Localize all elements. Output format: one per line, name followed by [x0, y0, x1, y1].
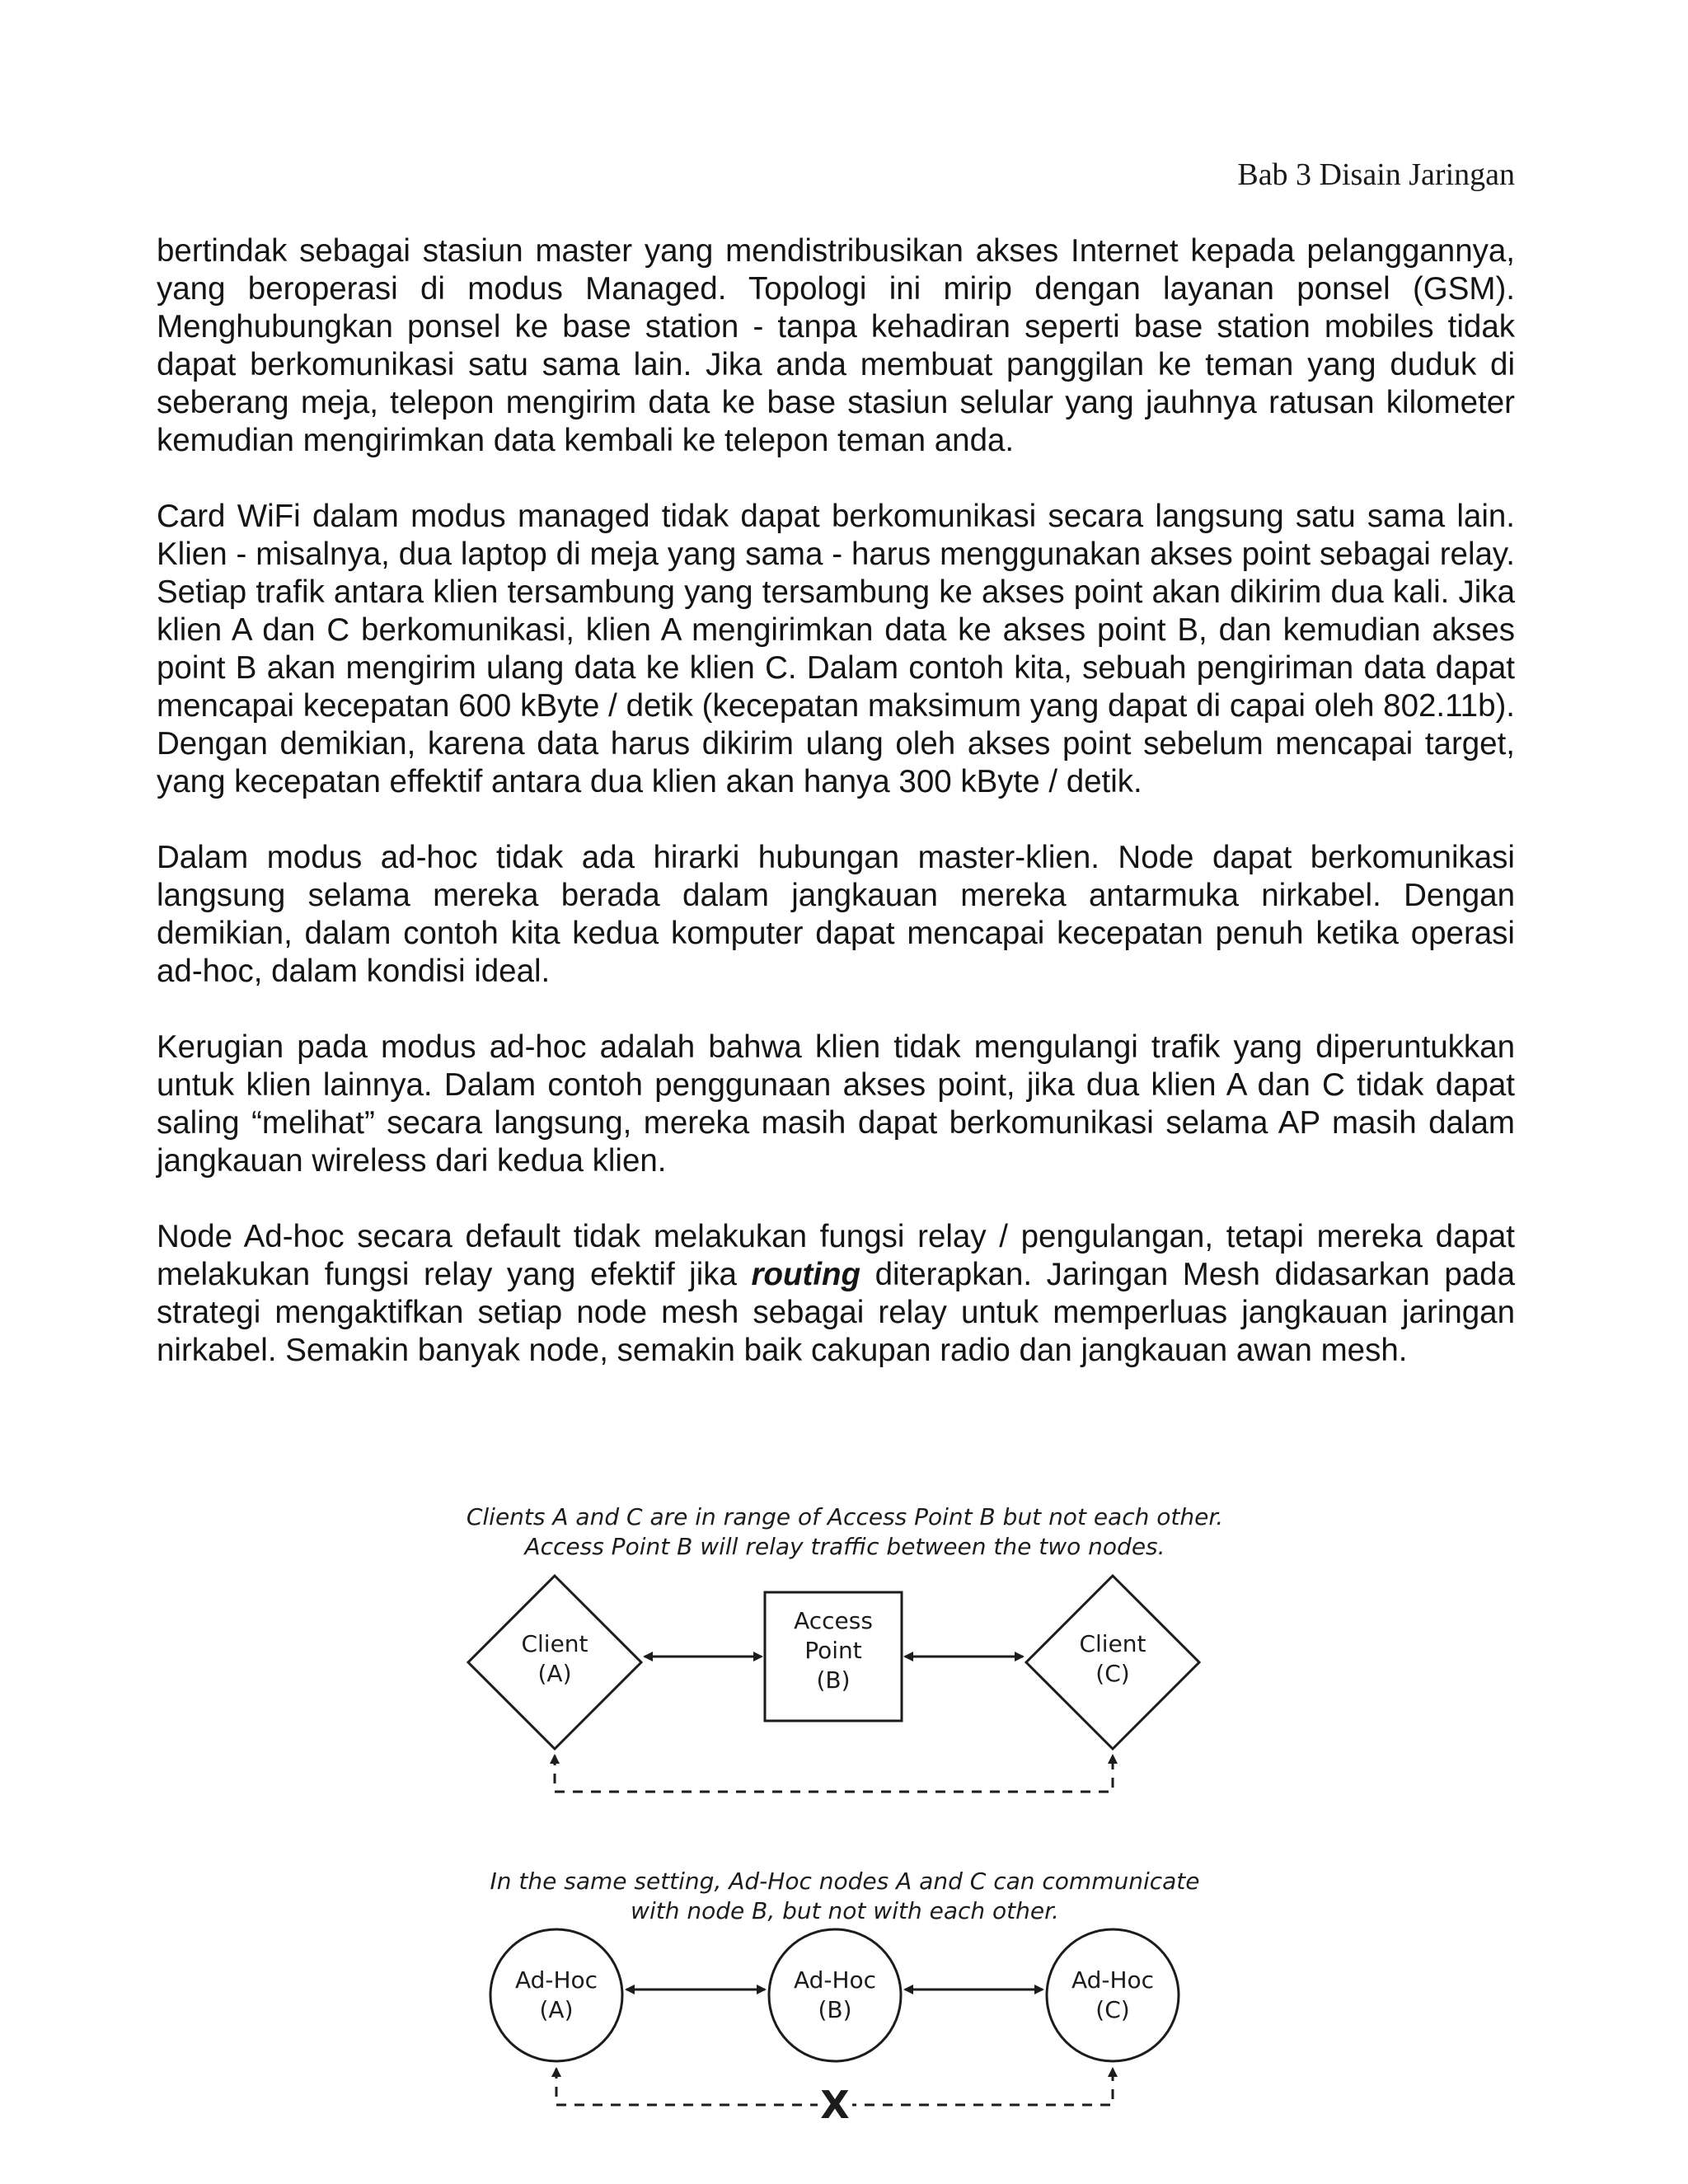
running-header: Bab 3 Disain Jaringan	[1237, 157, 1515, 192]
no-link-x-mark: X	[820, 2083, 850, 2127]
access-point-label: Access	[794, 1607, 873, 1634]
bottom-caption-line-2: with node B, but not with each other.	[631, 1897, 1059, 1924]
paragraph-4: Kerugian pada modus ad-hoc adalah bahwa klien tidak mengulangi trafik yang diperuntukkan untuk klien lainnya. Dalam contoh penggunaan akses point, jika dua klien A dan C tidak dapat saling “melihat” secara langsung, mereka masih dapat berkomunikasi selama AP masih dalam jangkauan wireless dari kedua klien.	[157, 1029, 1515, 1179]
access-point-id: (B)	[816, 1666, 851, 1694]
top-caption-line-1: Clients A and C are in range of Access Point B but not each other.	[466, 1503, 1224, 1530]
network-mode-diagram	[429, 1500, 1261, 2143]
adhoc-c-id: (C)	[1095, 1996, 1130, 2023]
client-c-id: (C)	[1095, 1660, 1130, 1687]
paragraph-2: Card WiFi dalam modus managed tidak dapat berkomunikasi secara langsung satu sama lain. Klien - misalnya, dua laptop di meja yang sama - harus menggunakan akses point sebagai relay. Setiap trafik antara klien tersambung yang tersambung ke akses point akan dikirim dua kali. Jika klien A dan C berkomunikasi, klien A mengirimkan data ke akses point B, dan kemudian akses point B akan mengirim ulang data ke klien C. Dalam contoh kita, sebuah pengiriman data dapat mencapai kecepatan 600 kByte / detik (kecepatan maksimum yang dapat di capai oleh 802.11b). Dengan demikian, karena data harus dikirim ulang oleh akses point sebelum mencapai target, yang kecepatan effektif antara dua klien akan hanya 300 kByte / detik.	[157, 499, 1515, 799]
adhoc-c-node	[1047, 1929, 1179, 2061]
adhoc-c-label: Ad-Hoc	[1071, 1966, 1155, 1994]
adhoc-a-label: Ad-Hoc	[514, 1966, 598, 1994]
access-point-label-2: Point	[804, 1637, 862, 1664]
client-c-label: Client	[1079, 1630, 1146, 1657]
client-a-label: Client	[521, 1630, 588, 1657]
paragraph-1: bertindak sebagai stasiun master yang mendistribusikan akses Internet kepada pelanggannya, yang beroperasi di modus Managed. Topologi ini mirip dengan layanan ponsel (GSM). Menghubungkan ponsel ke base station - tanpa kehadiran seperti base station mobiles tidak dapat berkomunikasi satu sama lain. Jika anda membuat panggilan ke teman yang duduk di seberang meja, telepon mengirim data ke base stasiun selular yang jauhnya ratusan kilometer kemudian mengirimkan data kembali ke telepon teman anda.	[157, 233, 1515, 458]
paragraph-3: Dalam modus ad-hoc tidak ada hirarki hubungan master-klien. Node dapat berkomunikasi langsung selama mereka berada dalam jangkauan mereka antarmuka nirkabel. Dengan demikian, dalam contoh kita kedua komputer dapat mencapai kecepatan penuh ketika operasi ad-hoc, dalam kondisi ideal.	[157, 840, 1515, 989]
client-a-id: (A)	[537, 1660, 572, 1687]
bottom-caption-line-1: In the same setting, Ad-Hoc nodes A and C can communicate	[490, 1868, 1200, 1895]
top-caption-line-2: Access Point B will relay traffic between the two nodes.	[524, 1533, 1165, 1560]
adhoc-b-node	[769, 1929, 901, 2061]
adhoc-b-id: (B)	[818, 1996, 852, 2023]
paragraph-5	[157, 1218, 1515, 1370]
adhoc-a-id: (A)	[539, 1996, 574, 2023]
paragraph-5-part-1: Node Ad-hoc secara default tidak melakukan fungsi relay / pengulangan, tetapi mereka dapat melakukan fungsi relay yang efektif jika	[157, 1219, 1515, 1292]
routing-emphasis: routing	[751, 1257, 861, 1292]
dashed-range-link-top	[555, 1755, 1113, 1792]
diagram-canvas	[429, 1500, 1261, 2143]
adhoc-b-label: Ad-Hoc	[793, 1966, 877, 1994]
adhoc-a-node	[490, 1929, 622, 2061]
paragraph-5-part-2: diterapkan. Jaringan Mesh didasarkan pada strategi mengaktifkan setiap node mesh sebagai relay untuk memperluas jangkauan jaringan nirkabel. Semakin banyak node, semakin baik cakupan radio dan jangkauan awan mesh.	[157, 1257, 1515, 1368]
body-text	[157, 232, 1515, 1408]
